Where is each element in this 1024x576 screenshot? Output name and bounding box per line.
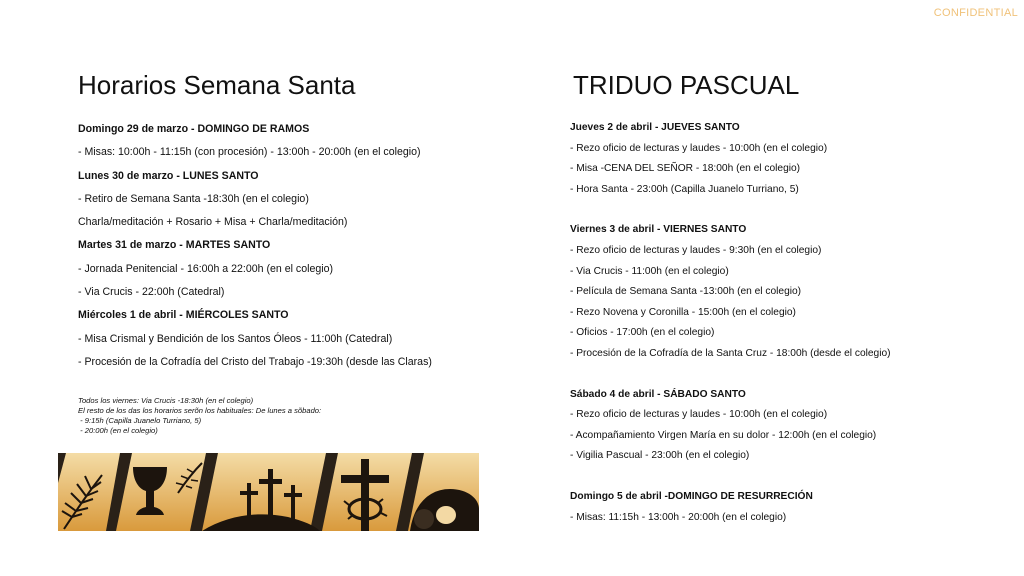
schedule-line: - Hora Santa - 23:00h (Capilla Juanelo Turriano, 5) [570, 183, 799, 195]
schedule-line: - Película de Semana Santa -13:00h (en el colegio) [570, 286, 802, 298]
page-title: Horarios Semana Santa [78, 70, 356, 100]
schedule-line: - Procesión de la Cofradía del Cristo del Trabajo -19:30h (desde las Claras) [78, 355, 432, 368]
schedule-line: - Misas: 11:15h - 13:00h - 20:00h (en el colegio) [570, 511, 787, 523]
schedule-line: - Oficios - 17:00h (en el colegio) [570, 327, 715, 339]
day-header: Martes 31 de marzo - MARTES SANTO [78, 239, 271, 252]
note-line: - 9:15h (Capilla Juanelo Turriano, 5) [78, 416, 202, 425]
schedule-line: - Rezo oficio de lecturas y laudes - 9:30h (en el colegio) [570, 244, 822, 256]
day-header: Viernes 3 de abril - VIERNES SANTO [570, 224, 747, 236]
schedule-line: - Misa Crismal y Bendición de los Santos Óleos - 11:00h (Catedral) [78, 332, 393, 345]
schedule-line: - Rezo oficio de lecturas y laudes - 10:00h (en el colegio) [570, 409, 828, 421]
confidential-watermark: CONFIDENTIAL [933, 7, 1018, 19]
schedule-line: - Via Crucis - 11:00h (en el colegio) [570, 265, 729, 277]
schedule-line: - Jornada Penitencial - 16:00h a 22:00h (en el colegio) [78, 262, 334, 275]
schedule-line: Charla/meditación + Rosario + Misa + Charla/meditación) [78, 216, 348, 229]
semana-santa-schedule [78, 123, 518, 379]
day-header: Lunes 30 de marzo - LUNES SANTO [78, 169, 259, 182]
day-header: Miércoles 1 de abril - MIÉRCOLES SANTO [78, 309, 289, 322]
day-header: Domingo 5 de abril -DOMINGO DE RESURRECIÓN [570, 490, 813, 502]
triduo-schedule [570, 122, 1010, 532]
schedule-line: - Acompañamiento Virgen María en su dolor - 12:00h (en el colegio) [570, 429, 877, 441]
schedule-line: - Via Crucis - 22:00h (Catedral) [78, 286, 225, 299]
schedule-notes [78, 396, 321, 436]
day-header: Domingo 29 de marzo - DOMINGO DE RAMOS [78, 123, 310, 135]
schedule-line: - Vigilia Pascual - 23:00h (en el colegio) [570, 450, 750, 462]
note-line: El resto de los das los horarios serõn los habituales: De lunes a sõbado: [78, 406, 322, 415]
day-header: Jueves 2 de abril - JUEVES SANTO [570, 122, 740, 133]
schedule-line: - Misa -CENA DEL SEÑOR - 18:00h (en el colegio) [570, 163, 801, 175]
schedule-line: - Retiro de Semana Santa -18:30h (en el colegio) [78, 192, 309, 205]
schedule-line: - Rezo Novena y Coronilla - 15:00h (en el colegio) [570, 306, 796, 318]
triduo-title: TRIDUO PASCUAL [573, 70, 800, 100]
schedule-line: - Rezo oficio de lecturas y laudes - 10:00h (en el colegio) [570, 142, 828, 154]
day-header: Sábado 4 de abril - SÁBADO SANTO [570, 388, 746, 400]
schedule-line: - Procesión de la Cofradía de la Santa Cruz - 18:00h (desde el colegio) [570, 347, 891, 359]
holy-week-banner [58, 453, 479, 531]
schedule-line: - Misas: 10:00h - 11:15h (con procesión) - 13:00h - 20:00h (en el colegio) [78, 146, 421, 159]
note-line: Todos los viernes: Via Crucis -18:30h (en el colegio) [78, 396, 254, 405]
note-line: - 20:00h (en el colegio) [78, 426, 158, 435]
